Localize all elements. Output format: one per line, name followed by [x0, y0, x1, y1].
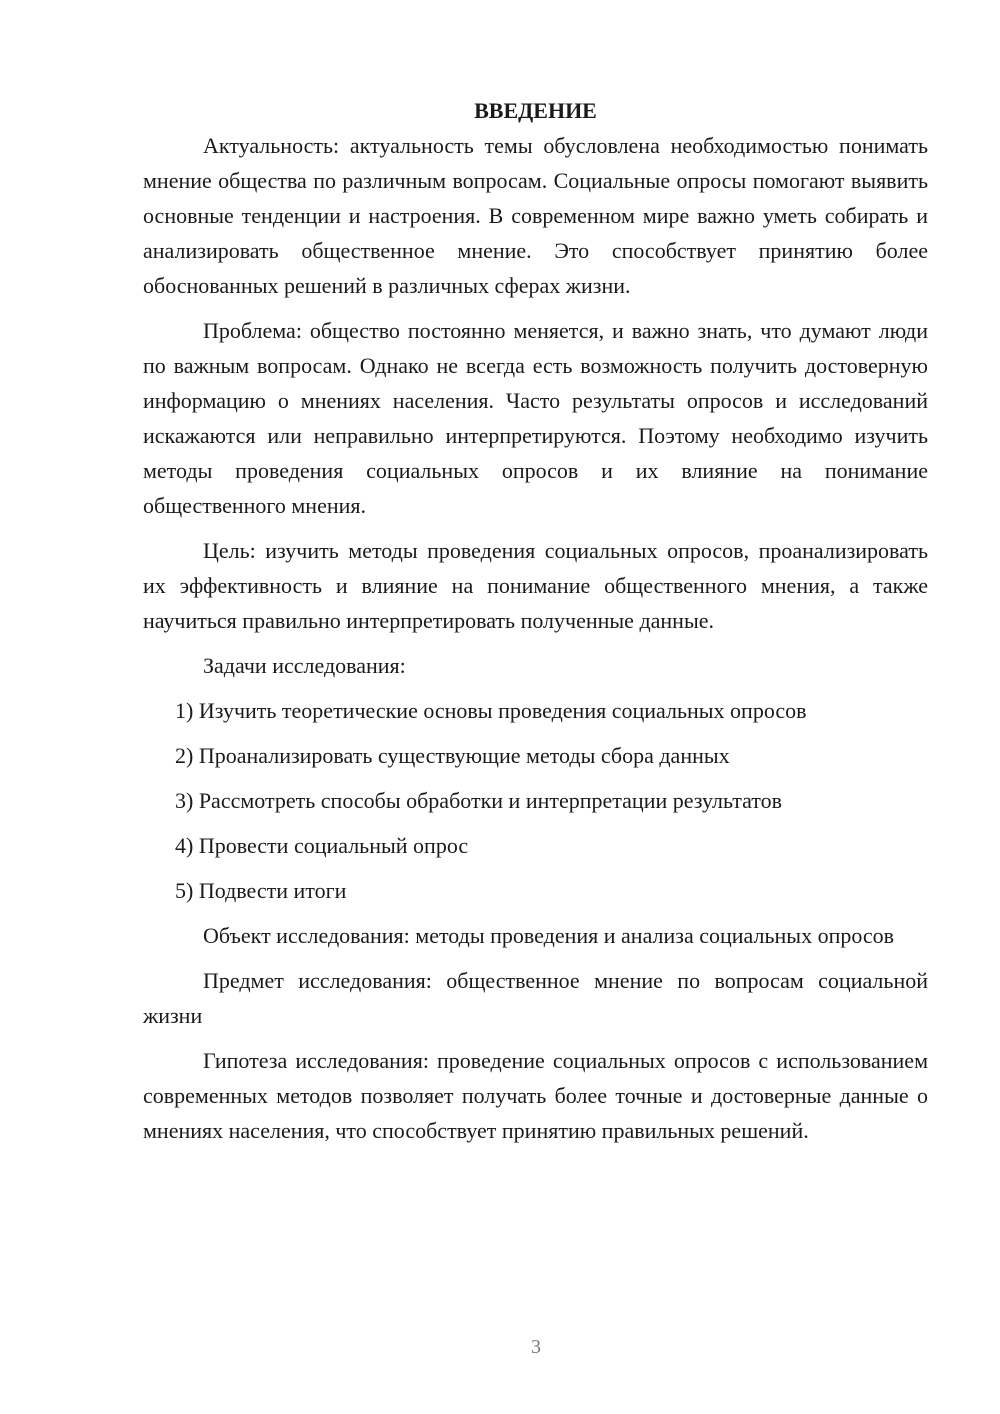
page-content [143, 93, 928, 1148]
list-item: 5) Подвести итоги [175, 878, 347, 903]
relevance-paragraph: Актуальность: актуальность темы обусловлена необходимостью понимать мнение общества по различным вопросам. Социальные опросы помогают выявить основные тенденции и настроения. В современном мире важно уметь собирать и анализировать общественное мнение. Это способствует принятию более обоснованных решений в различных сферах жизни. [143, 133, 928, 298]
page-number: 3 [531, 1336, 541, 1358]
tasks-heading: Задачи исследования: [203, 653, 406, 678]
list-item: 2) Проанализировать существующие методы сбора данных [175, 743, 730, 768]
list-item: 3) Рассмотреть способы обработки и интерпретации результатов [175, 788, 783, 813]
tasks-list [143, 693, 928, 908]
goal-paragraph: Цель: изучить методы проведения социальных опросов, проанализировать их эффективность и влияние на понимание общественного мнения, а также научиться правильно интерпретировать полученные данные. [143, 538, 928, 633]
list-item: 4) Провести социальный опрос [175, 833, 469, 858]
page-title: ВВЕДЕНИЕ [474, 98, 597, 123]
object-paragraph: Объект исследования: методы проведения и анализа социальных опросов [203, 923, 895, 948]
subject-paragraph: Предмет исследования: общественное мнение по вопросам социальной жизни [143, 968, 928, 1028]
problem-paragraph: Проблема: общество постоянно меняется, и важно знать, что думают люди по важным вопросам. Однако не всегда есть возможность получить достоверную информацию о мнениях населения. Часто результаты опросов и исследований искажаются или неправильно интерпретируются. Поэтому необходимо изучить методы проведения социальных опросов и их влияние на понимание общественного мнения. [143, 318, 928, 518]
list-item: 1) Изучить теоретические основы проведения социальных опросов [175, 698, 807, 723]
hypothesis-paragraph: Гипотеза исследования: проведение социальных опросов с использованием современных методов позволяет получать более точные и достоверные данные о мнениях населения, что способствует принятию правильных решений. [143, 1048, 928, 1143]
